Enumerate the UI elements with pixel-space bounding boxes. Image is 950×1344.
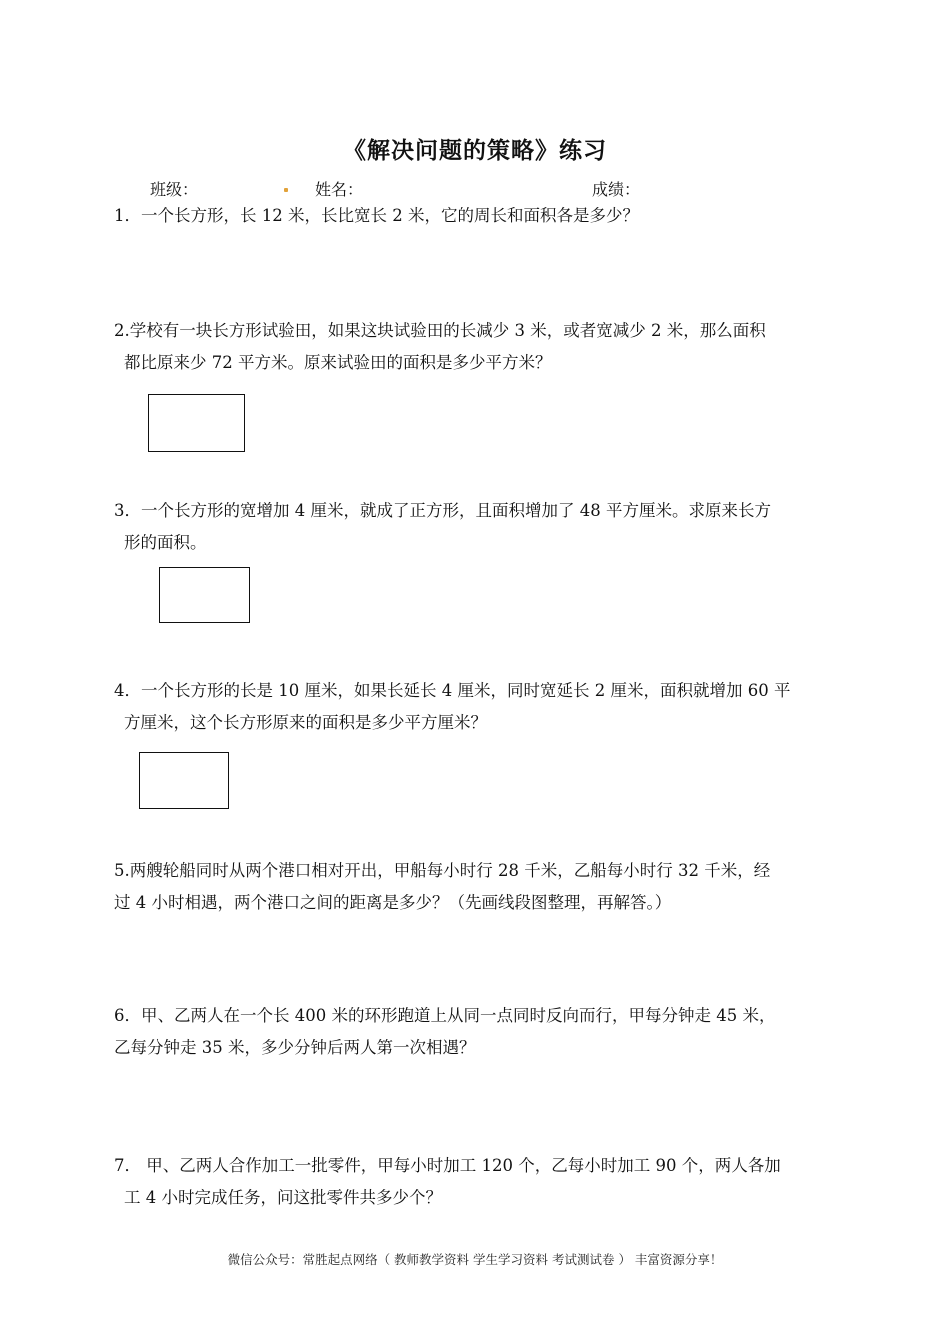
question-2-line-2: 都比原来少 72 平方米。原来试验田的面积是多少平方米？ [124, 353, 552, 372]
question-1-line-1: 1．一个长方形，长 12 米，长比宽长 2 米，它的周长和面积各是多少？ [114, 206, 639, 225]
question-5-line-1: 5.两艘轮船同时从两个港口相对开出，甲船每小时行 28 千米，乙船每小时行 32 千米，经 [114, 861, 771, 880]
question-5-line-2: 过 4 小时相遇，两个港口之间的距离是多少？（先画线段图整理，再解答。） [114, 893, 672, 912]
class-label: 班级： [150, 180, 199, 199]
question-1 [114, 200, 844, 232]
question-3-line-2: 形的面积。 [124, 533, 207, 552]
question-2 [114, 315, 844, 379]
question-3 [114, 495, 844, 559]
question-2-line-1: 2.学校有一块长方形试验田，如果这块试验田的长减少 3 米，或者宽减少 2 米，那么面积 [114, 321, 766, 340]
question-6 [114, 1000, 844, 1064]
question-7-line-1: 7． 甲、乙两人合作加工一批零件，甲每小时加工 120 个，乙每小时加工 90 个，两人各加 [114, 1156, 781, 1175]
question-3-line-1: 3．一个长方形的宽增加 4 厘米，就成了正方形，且面积增加了 48 平方厘米。求原来长方 [114, 501, 771, 520]
question-4-line-1: 4．一个长方形的长是 10 厘米，如果长延长 4 厘米，同时宽延长 2 厘米，面积就增加 60 平 [114, 681, 791, 700]
question-5 [114, 855, 844, 919]
rectangle-figure-4 [139, 752, 229, 809]
score-label: 成绩： [592, 180, 641, 199]
question-6-line-1: 6．甲、乙两人在一个长 400 米的环形跑道上从同一点同时反向而行，甲每分钟走 45 米， [114, 1006, 776, 1025]
decorative-dot [284, 188, 288, 192]
rectangle-figure-2 [148, 394, 245, 452]
footer-text: 微信公众号：常胜起点网络（ 教师教学资料 学生学习资料 考试测试卷 ） 丰富资源分享！ [227, 1252, 723, 1267]
rectangle-figure-3 [159, 567, 250, 623]
question-4 [114, 675, 844, 739]
page-title: 《解决问题的策略》练习 [343, 138, 607, 164]
question-7 [114, 1150, 844, 1214]
question-7-line-2: 工 4 小时完成任务，问这批零件共多少个？ [124, 1188, 442, 1207]
question-6-line-2: 乙每分钟走 35 米，多少分钟后两人第一次相遇？ [114, 1038, 476, 1057]
question-4-line-2: 方厘米，这个长方形原来的面积是多少平方厘米？ [124, 713, 487, 732]
name-label: 姓名： [315, 180, 364, 199]
